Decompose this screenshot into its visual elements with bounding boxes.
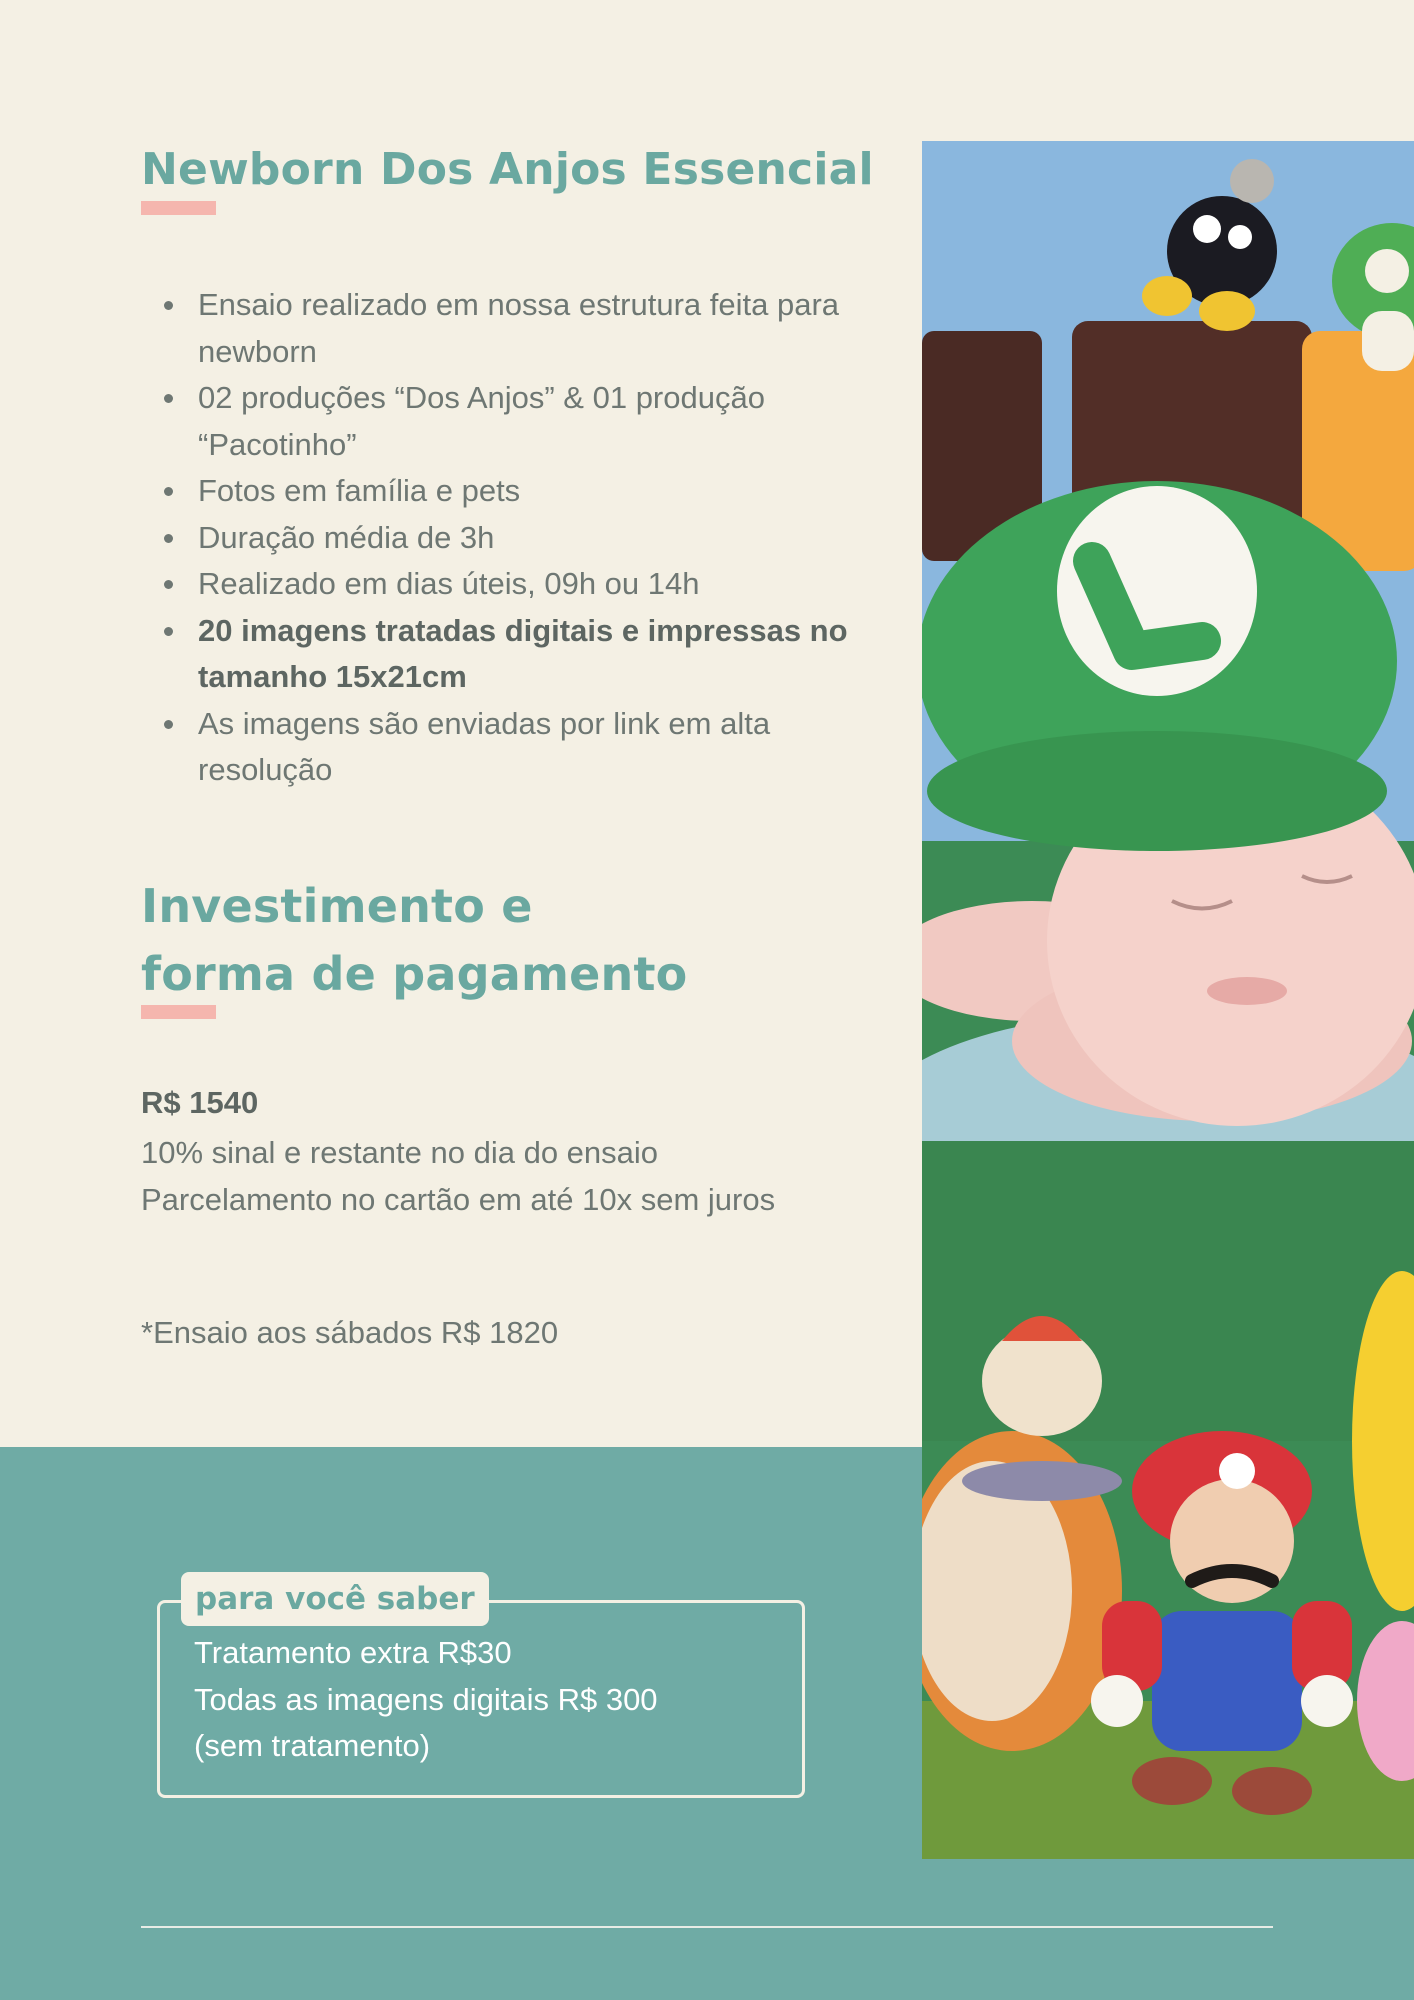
newborn-photo xyxy=(922,141,1414,1859)
investment-title-line2: forma de pagamento xyxy=(141,947,688,1001)
no-treatment-note: (sem tratamento) xyxy=(194,1728,431,1763)
info-tag: para você saber xyxy=(181,1572,489,1626)
payment-terms xyxy=(141,1130,781,1223)
feature-item: 02 produções “Dos Anjos” & 01 produção “Pacotinho” xyxy=(198,375,898,468)
feature-item: Duração média de 3h xyxy=(198,515,898,562)
feature-list xyxy=(141,282,898,794)
footer-divider xyxy=(141,1926,1273,1928)
investment-title-line1: Investimento e xyxy=(141,879,533,933)
package-title: Newborn Dos Anjos Essencial xyxy=(141,144,874,195)
feature-item-highlight: 20 imagens tratadas digitais e impressas no tamanho 15x21cm xyxy=(198,608,898,701)
investment-title xyxy=(141,872,687,1008)
title-accent-underline xyxy=(141,201,216,215)
feature-item: Fotos em família e pets xyxy=(198,468,898,515)
feature-item: Ensaio realizado em nossa estrutura feita para newborn xyxy=(198,282,898,375)
newborn-photo-illustration xyxy=(922,141,1414,1859)
extra-treatment: Tratamento extra R$30 xyxy=(194,1635,512,1670)
feature-item: As imagens são enviadas por link em alta resolução xyxy=(198,701,898,794)
all-digital-images: Todas as imagens digitais R$ 300 xyxy=(194,1681,658,1717)
investment-accent-underline xyxy=(141,1005,216,1019)
price: R$ 1540 xyxy=(141,1085,259,1120)
info-lines xyxy=(194,1630,794,1770)
payment-installments: Parcelamento no cartão em até 10x sem juros xyxy=(141,1181,776,1217)
saturday-note: *Ensaio aos sábados R$ 1820 xyxy=(141,1315,559,1350)
payment-deposit: 10% sinal e restante no dia do ensaio xyxy=(141,1135,659,1170)
feature-item: Realizado em dias úteis, 09h ou 14h xyxy=(198,561,898,608)
